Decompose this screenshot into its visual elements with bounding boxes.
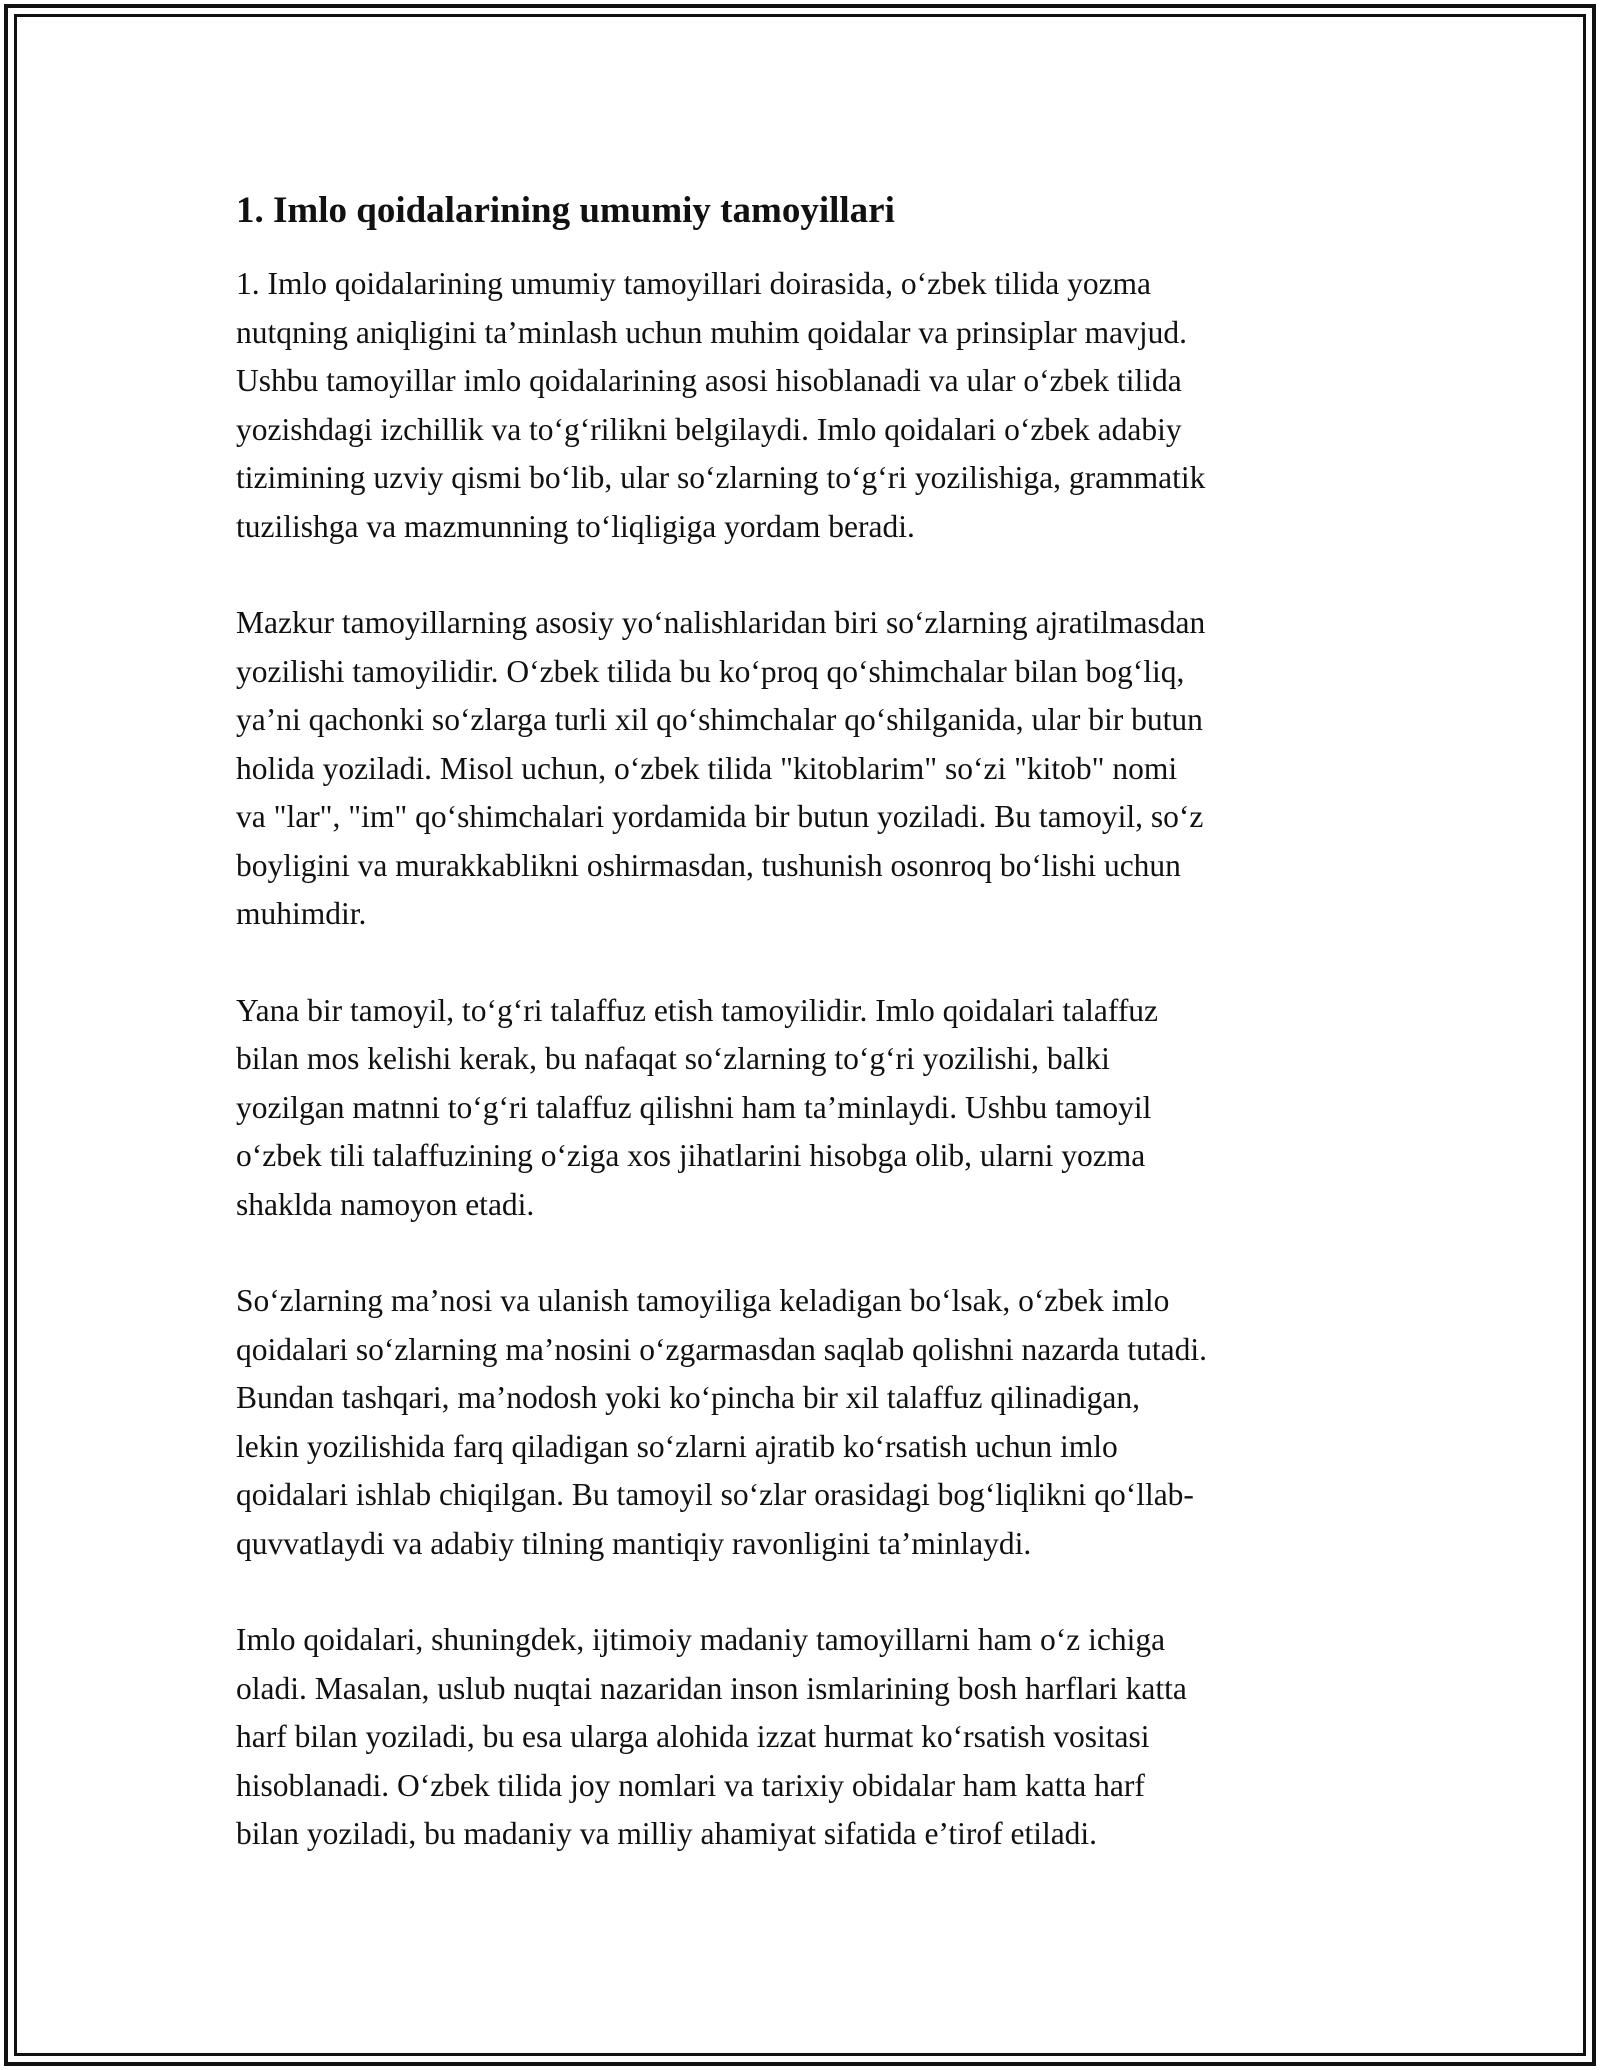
paragraph-1: 1. Imlo qoidalarining umumiy tamoyillari doirasida, o‘zbek tilida yozma nutqning aniqligini ta’minlash uchun muhim qoidalar va prinsiplar mavjud. Ushbu tamoyillar imlo qoidalarining asosi hisoblanadi va ular o‘zbek tilida yozishdagi izchillik va to‘g‘rilikni belgilaydi. Imlo qoidalari o‘zbek adabiy tizimining uzviy qismi bo‘lib, ular so‘zlarning to‘g‘ri yozilishiga, grammatik tuzilishga va mazmunning to‘liqligiga yordam beradi.: [236, 266, 1206, 544]
paragraph-5: Imlo qoidalari, shuningdek, ijtimoiy madaniy tamoyillarni ham o‘z ichiga oladi. Masalan, uslub nuqtai nazaridan inson ismlarining bosh harflari katta harf bilan yoziladi, bu esa ularga alohida izzat hurmat ko‘rsatish vositasi hisoblanadi. O‘zbek tilida joy nomlari va tarixiy obidalar ham katta harf bilan yoziladi, bu madaniy va milliy ahamiyat sifatida e’tirof etiladi.: [236, 1622, 1187, 1851]
paragraph-3: Yana bir tamoyil, to‘g‘ri talaffuz etish tamoyilidir. Imlo qoidalari talaffuz bilan mos kelishi kerak, bu nafaqat so‘zlarning to‘g‘ri yozilishi, balki yozilgan matnni to‘g‘ri talaffuz qilishni ham ta’minlaydi. Ushbu tamoyil o‘zbek tili talaffuzining o‘ziga xos jihatlarini hisobga olib, ularni yozma shaklda namoyon etadi.: [236, 992, 1159, 1222]
document-body: [236, 188, 1376, 1907]
section-heading: 1. Imlo qoidalarining umumiy tamoyillari: [236, 190, 895, 231]
paragraph-4: So‘zlarning ma’nosi va ulanish tamoyiliga keladigan bo‘lsak, o‘zbek imlo qoidalari so‘zlarning ma’nosini o‘zgarmasdan saqlab qolishni nazarda tutadi. Bundan tashqari, ma’nodosh yoki ko‘pincha bir xil talaffuz qilinadigan, lekin yozilishida farq qiladigan so‘zlarni ajratib ko‘rsatish uchun imlo qoidalari ishlab chiqilgan. Bu tamoyil so‘zlar orasidagi bog‘liqlikni qo‘llab- quvvatlaydi va adabiy tilning mantiqiy ravonligini ta’minlaydi.: [236, 1283, 1207, 1561]
paragraph-2: Mazkur tamoyillarning asosiy yo‘nalishlaridan biri so‘zlarning ajratilmasdan yozilishi tamoyilidir. O‘zbek tilida bu ko‘proq qo‘shimchalar bilan bog‘liq, ya’ni qachonki so‘zlarga turli xil qo‘shimchalar qo‘shilganida, ular bir butun holida yoziladi. Misol uchun, o‘zbek tilida "kitoblarim" so‘zi "kitob" nomi va "lar", "im" qo‘shimchalari yordamida bir butun yoziladi. Bu tamoyil, so‘z boyligini va murakkablikni oshirmasdan, tushunish osonroq bo‘lishi uchun muhimdir.: [236, 605, 1206, 931]
